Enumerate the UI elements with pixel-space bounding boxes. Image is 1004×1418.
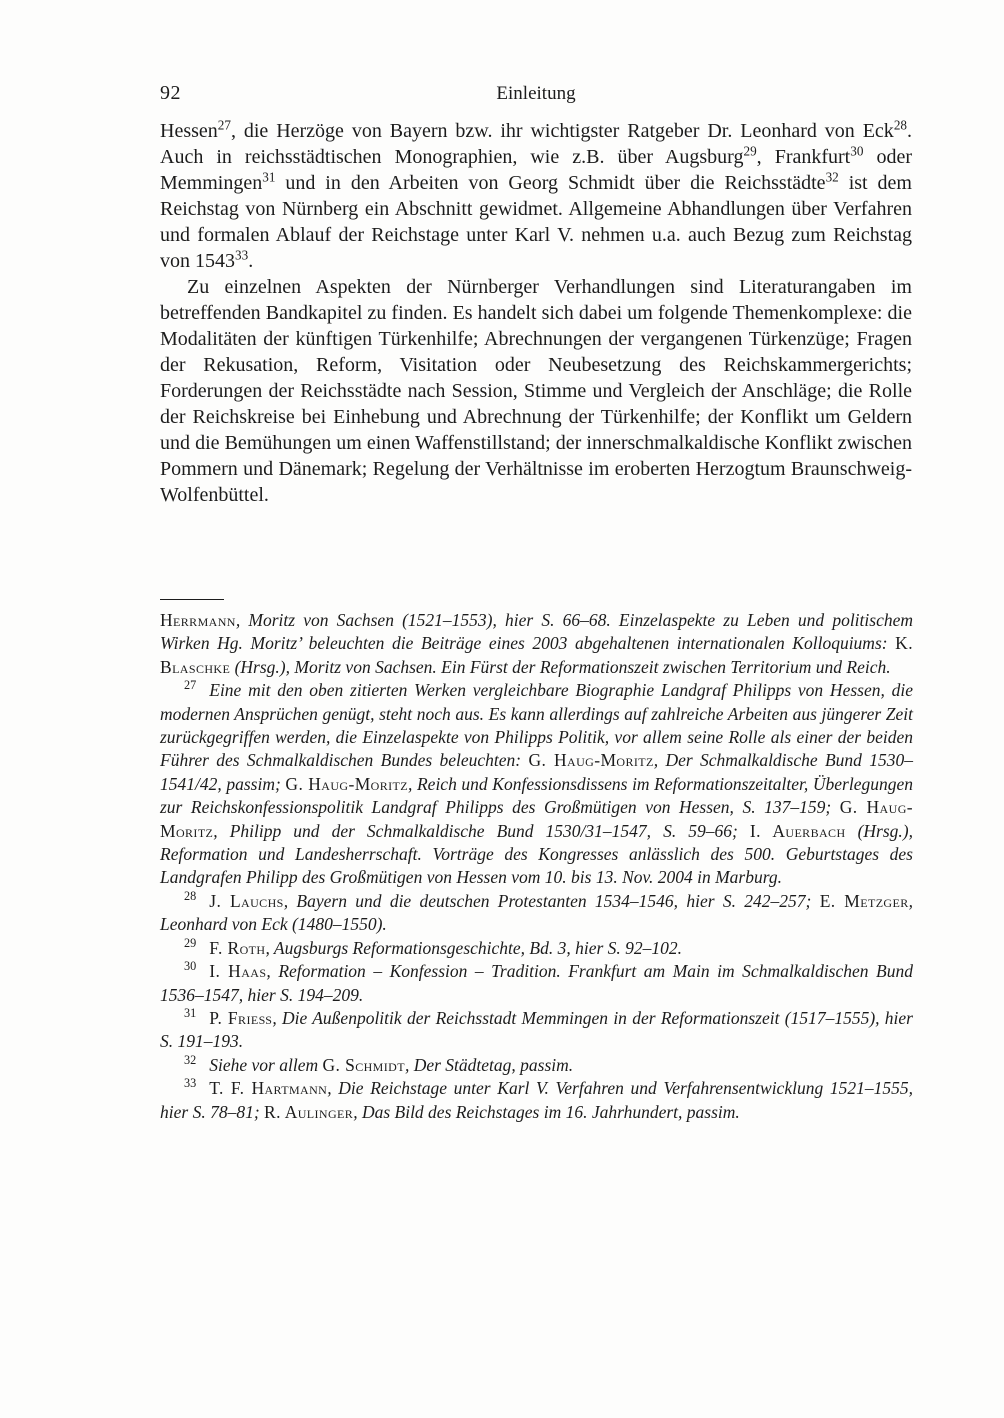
footnote-item: $^{33}$ T. F. Hartmann, Die Reichstage unter Karl V. Verfahren und Verfahrensentwicklung 1521–1555, hier S. 78–81; R. Aulinger, Das Bild des Reichstages im 16. Jahrhundert, passim. (160, 1076, 913, 1122)
page-header (160, 82, 912, 110)
footnote-item: $^{28}$ J. Lauchs, Bayern und die deutschen Protestanten 1534–1546, hier S. 242–257; E. Metzger, Leonhard von Eck (1480–1550). (160, 889, 913, 935)
body-paragraph: Hessen$^{27}$, die Herzöge von Bayern bzw. ihr wichtigster Ratgeber Dr. Leonhard von Eck$^{28}$. Auch in reichsstädtischen Monographien, wie z.B. über Augsburg$^{29}$, Frankfurt$^{30}$ oder Memmingen$^{31}$ und in den Arbeiten von Georg Schmidt über die Reichsstädte$^{32}$ ist dem Reichstag von Nürnberg ein Abschnitt gewidmet. Allgemeine Abhandlungen über Verfahren und formalen Ablauf der Reichstage unter Karl V. nehmen u.a. auch Bezug zum Reichstag von 1543$^{33}$. (160, 117, 912, 272)
footnote-item: $^{31}$ P. Frieß, Die Außenpolitik der Reichsstadt Memmingen in der Reformationszeit (1517–1555), hier S. 191–193. (160, 1006, 913, 1052)
footnotes-block (160, 609, 913, 1124)
body-paragraph: Zu einzelnen Aspekten der Nürnberger Verhandlungen sind Literaturangaben im betreffenden Bandkapitel zu finden. Es handelt sich dabei um folgende Themenkomplexe: die Modalitäten der künftigen Türkenhilfe; Abrechnungen der vergangenen Türkenzüge; Fragen der Rekusation, Reform, Visitation oder Neubesetzung des Reichskammergerichts; Forderungen der Reichsstädte nach Session, Stimme und Vergleich der Anschläge; die Rolle der Reichskreise bei Einhebung und Abrechnung der Türkenhilfe; der Konflikt um Geldern und die Bemühungen um einen Waffenstillstand; der innerschmalkaldische Konflikt zwischen Pommern und Dänemark; Regelung der Verhältnisse im eroberten Herzogtum Braunschweig-Wolfenbüttel. (160, 276, 912, 506)
main-text (160, 118, 912, 508)
footnote-item: $^{30}$ I. Haas, Reformation – Konfession – Tradition. Frankfurt am Main im Schmalkaldischen Bund 1536–1547, hier S. 194–209. (160, 959, 913, 1005)
footnote-item: $^{32}$ Siehe vor allem G. Schmidt, Der Städtetag, passim. (184, 1052, 574, 1075)
page-number: 92 (160, 82, 181, 104)
footnote-item: $^{27}$ Eine mit den oben zitierten Werken vergleichbare Biographie Landgraf Philipps von Hessen, die modernen Ansprüchen genügt, steht noch aus. Es kann allerdings auf zahlreiche Arbeiten aus jüngerer Zeit zurückgegriffen werden, die Einzelaspekte von Philipps Politik, vor allem seine Rolle als einer der beiden Führer des Schmalkaldischen Bundes beleuchten: G. Haug-Moritz, Der Schmalkaldische Bund 1530–1541/42, passim; G. Haug-Moritz, Reich und Konfessionsdissens im Reformationszeitalter, Überlegungen zur Reichskonfessionspolitik Landgraf Philipps des Großmütigen von Hessen, S. 137–159; G. Haug-Moritz, Philipp und der Schmalkaldische Bund 1530/31–1547, S. 59–66; I. Auerbach (Hrsg.), Reformation und Landesherrschaft. Vorträge des Kongresses anlässlich des 500. Geburtstages des Landgrafen Philipp des Großmütigen von Hessen vom 10. bis 13. Nov. 2004 in Marburg. (160, 678, 914, 888)
footnote-item: $^{29}$ F. Roth, Augsburgs Reformationsgeschichte, Bd. 3, hier S. 92–102. (184, 935, 683, 958)
footnote-separator-rule (160, 599, 224, 600)
footnote-continuation: Herrmann, Moritz von Sachsen (1521–1553), hier S. 66–68. Einzelaspekte zu Leben und politischem Wirken Hg. Moritz’ beleuchten die Beiträge eines 2003 abgehaltenen internationalen Kolloquiums: K. Blaschke (Hrsg.), Moritz von Sachsen. Ein Fürst der Reformationszeit zwischen Territorium und Reich. (160, 610, 913, 677)
footnote-section (160, 599, 913, 1124)
running-title: Einleitung (496, 83, 576, 104)
